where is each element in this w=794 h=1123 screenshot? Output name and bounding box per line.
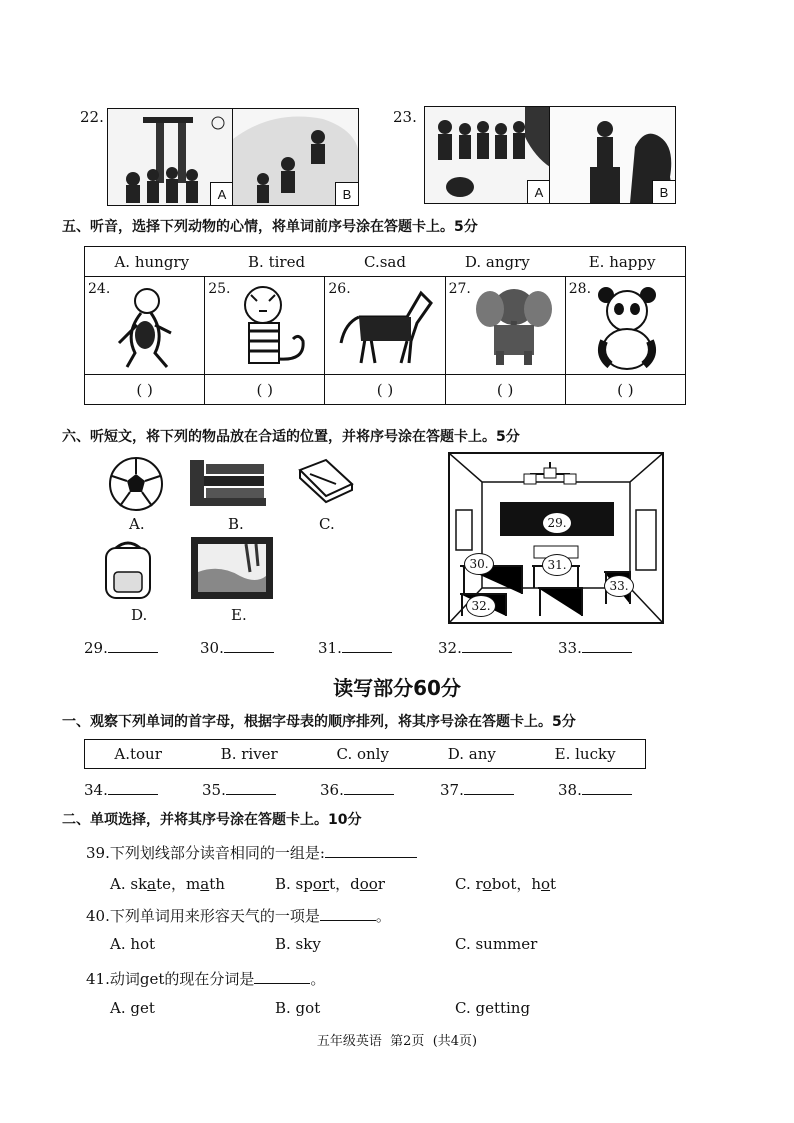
animal-number-25: 25. — [208, 281, 231, 297]
item-label-c: C. — [319, 515, 335, 533]
part2-heading: 二、单项选择，并将其序号涂在答题卡上。10分 — [62, 812, 362, 828]
word-list-box — [84, 739, 646, 769]
q41-stem: 41.动词get的现在分词是 — [86, 970, 255, 988]
question-41 — [86, 968, 325, 989]
animal-number-24: 24. — [88, 281, 111, 297]
blank-33-number: 33. — [558, 639, 582, 657]
q39-option-c[interactable]: C. robot，hot — [455, 875, 557, 893]
item-label-e: E. — [231, 606, 247, 624]
section6-heading: 六、听短文，将下列的物品放在合适的位置，并将序号涂在答题卡上。5分 — [62, 429, 520, 445]
animal-cell-24 — [85, 277, 205, 375]
question-23-number: 23. — [393, 108, 417, 126]
q22-picture-a — [107, 108, 234, 206]
q22-option-b-label: B — [335, 182, 358, 205]
position-33: 33. — [604, 575, 634, 597]
blank-35-number: 35. — [202, 781, 226, 799]
q41-option-a[interactable]: A. get — [110, 999, 155, 1017]
blank-37[interactable] — [440, 780, 514, 799]
question-39 — [86, 842, 417, 863]
answer-paren-27[interactable]: ( ) — [445, 375, 565, 405]
q40-stem: 40.下列单词用来形容天气的一项是 — [86, 907, 320, 925]
blank-34[interactable] — [84, 780, 158, 799]
reading-section-title: 读写部分60分 — [333, 676, 461, 700]
mood-option-a: A. hungry — [114, 252, 190, 271]
mood-options-row — [85, 247, 686, 277]
q22-option-a-label: A — [210, 182, 233, 205]
section5-heading: 五、听音，选择下列动物的心情，将单词前序号涂在答题卡上。5分 — [62, 219, 478, 235]
q41-answer-blank[interactable] — [254, 969, 310, 984]
question-22-number: 22. — [80, 108, 104, 126]
blank-32-number: 32. — [438, 639, 462, 657]
blank-31-number: 31. — [318, 639, 342, 657]
position-32: 32. — [466, 595, 496, 617]
animal-number-27: 27. — [448, 281, 471, 297]
mood-option-d: D. angry — [464, 252, 530, 271]
q22-picture-b — [232, 108, 359, 206]
q23-picture-b — [549, 106, 676, 204]
position-30: 30. — [464, 553, 494, 575]
classroom-scene — [448, 452, 664, 624]
animal-number-26: 26. — [328, 281, 351, 297]
q40-option-a[interactable]: A. hot — [110, 935, 156, 953]
blank-36[interactable] — [320, 780, 394, 799]
blank-33[interactable] — [558, 638, 632, 657]
elephant-icon — [468, 281, 558, 371]
mood-option-c: C.sad — [364, 252, 406, 271]
q39-answer-blank[interactable] — [325, 843, 417, 858]
blank-29-number: 29. — [84, 639, 108, 657]
blank-31[interactable] — [318, 638, 392, 657]
answer-paren-28[interactable]: ( ) — [565, 375, 685, 405]
q40-end: 。 — [375, 907, 391, 925]
books-icon — [186, 454, 268, 508]
blank-29[interactable] — [84, 638, 158, 657]
q23-option-a-label: A — [527, 180, 550, 203]
position-31: 31. — [542, 554, 572, 576]
blank-30-number: 30. — [200, 639, 224, 657]
word-d: D. any — [447, 745, 496, 763]
animal-cell-26 — [325, 277, 445, 375]
position-29: 29. — [542, 512, 572, 534]
word-a: A.tour — [114, 745, 162, 763]
item-label-d: D. — [131, 606, 148, 624]
q23-option-b-label: B — [652, 180, 675, 203]
q40-answer-blank[interactable] — [320, 906, 376, 921]
horse-icon — [331, 283, 441, 371]
mood-option-e: E. happy — [588, 252, 656, 271]
blank-32[interactable] — [438, 638, 512, 657]
backpack-icon — [98, 538, 158, 602]
answer-paren-25[interactable]: ( ) — [205, 375, 325, 405]
part1-heading: 一、观察下列单词的首字母，根据字母表的顺序排列，将其序号涂在答题卡上。5分 — [62, 714, 576, 730]
soccer-ball-icon — [108, 456, 164, 512]
blank-30[interactable] — [200, 638, 274, 657]
answer-paren-26[interactable]: ( ) — [325, 375, 445, 405]
q23-picture-a — [424, 106, 551, 204]
pencil-box-icon — [296, 456, 356, 504]
animal-cell-25 — [205, 277, 325, 375]
blank-35[interactable] — [202, 780, 276, 799]
question-40 — [86, 905, 391, 926]
q39-option-b[interactable]: B. sport，door — [275, 875, 385, 893]
mood-table — [84, 246, 686, 405]
q41-option-c[interactable]: C. getting — [455, 999, 531, 1017]
blank-38[interactable] — [558, 780, 632, 799]
word-e: E. lucky — [554, 745, 616, 763]
picture-frame-icon — [190, 536, 274, 600]
animal-cell-28 — [565, 277, 685, 375]
tiger-icon — [225, 281, 320, 371]
page-footer: 五年级英语 第2页 (共4页) — [316, 1034, 478, 1049]
item-label-b: B. — [228, 515, 244, 533]
animal-cell-27 — [445, 277, 565, 375]
blank-36-number: 36. — [320, 781, 344, 799]
blank-38-number: 38. — [558, 781, 582, 799]
q40-option-c[interactable]: C. summer — [455, 935, 538, 953]
q41-option-b[interactable]: B. got — [275, 999, 321, 1017]
q40-option-b[interactable]: B. sky — [275, 935, 321, 953]
item-label-a: A. — [129, 515, 145, 533]
q39-option-a[interactable]: A. skate，math — [110, 875, 225, 893]
monkey-icon — [105, 283, 195, 371]
panda-icon — [590, 283, 670, 371]
q39-stem: 39.下列划线部分读音相同的一组是: — [86, 844, 325, 862]
mood-option-b: B. tired — [248, 252, 306, 271]
q41-end: 。 — [310, 970, 326, 988]
word-b: B. river — [220, 745, 278, 763]
word-c: C. only — [336, 745, 389, 763]
blank-37-number: 37. — [440, 781, 464, 799]
animal-number-28: 28. — [568, 281, 592, 297]
blank-34-number: 34. — [84, 781, 108, 799]
answer-paren-24[interactable]: ( ) — [85, 375, 205, 405]
